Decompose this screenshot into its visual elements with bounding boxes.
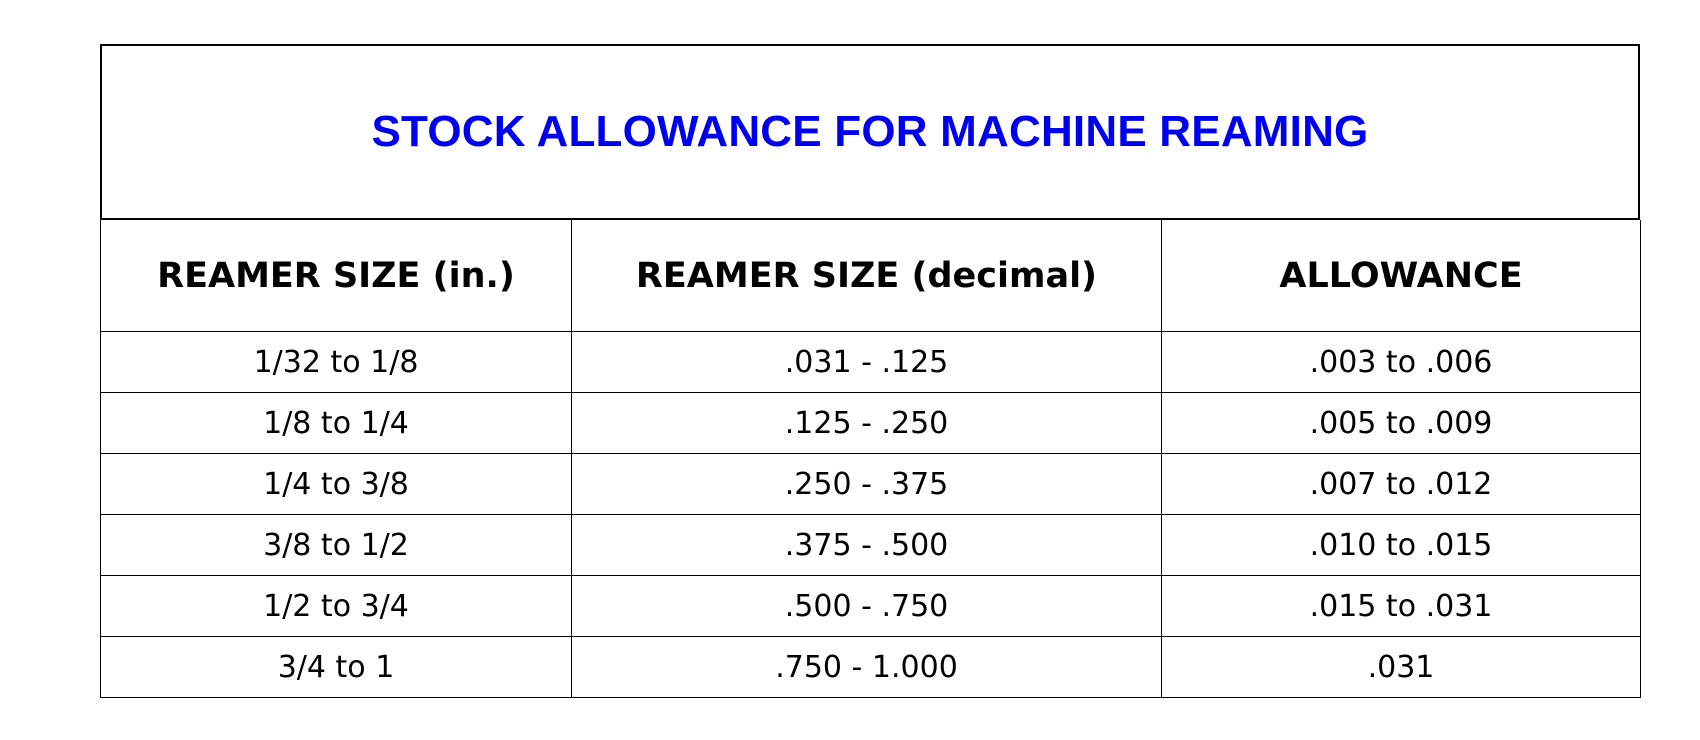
cell-size-in: 3/8 to 1/2 [101,515,572,576]
cell-allowance: .015 to .031 [1162,576,1641,637]
header-row [101,220,1641,332]
cell-allowance: .031 [1162,637,1641,698]
cell-size-in: 1/4 to 3/8 [101,454,572,515]
reaming-allowance-sheet [100,44,1640,698]
cell-size-in: 1/8 to 1/4 [101,393,572,454]
header-allowance: ALLOWANCE [1162,220,1641,332]
cell-size-decimal: .125 - .250 [572,393,1162,454]
table-row [101,637,1641,698]
page-title: STOCK ALLOWANCE FOR MACHINE REAMING [371,107,1369,156]
cell-allowance: .003 to .006 [1162,332,1641,393]
header-reamer-size-in: REAMER SIZE (in.) [101,220,572,332]
cell-size-decimal: .031 - .125 [572,332,1162,393]
cell-size-in: 3/4 to 1 [101,637,572,698]
allowance-table [100,220,1641,698]
table-row [101,332,1641,393]
table-row [101,576,1641,637]
cell-allowance: .005 to .009 [1162,393,1641,454]
cell-size-decimal: .375 - .500 [572,515,1162,576]
header-reamer-size-decimal: REAMER SIZE (decimal) [572,220,1162,332]
cell-size-decimal: .750 - 1.000 [572,637,1162,698]
cell-size-in: 1/32 to 1/8 [101,332,572,393]
table-row [101,393,1641,454]
title-box [100,44,1640,220]
cell-allowance: .007 to .012 [1162,454,1641,515]
cell-size-decimal: .250 - .375 [572,454,1162,515]
cell-size-in: 1/2 to 3/4 [101,576,572,637]
table-row [101,515,1641,576]
cell-allowance: .010 to .015 [1162,515,1641,576]
table-row [101,454,1641,515]
cell-size-decimal: .500 - .750 [572,576,1162,637]
